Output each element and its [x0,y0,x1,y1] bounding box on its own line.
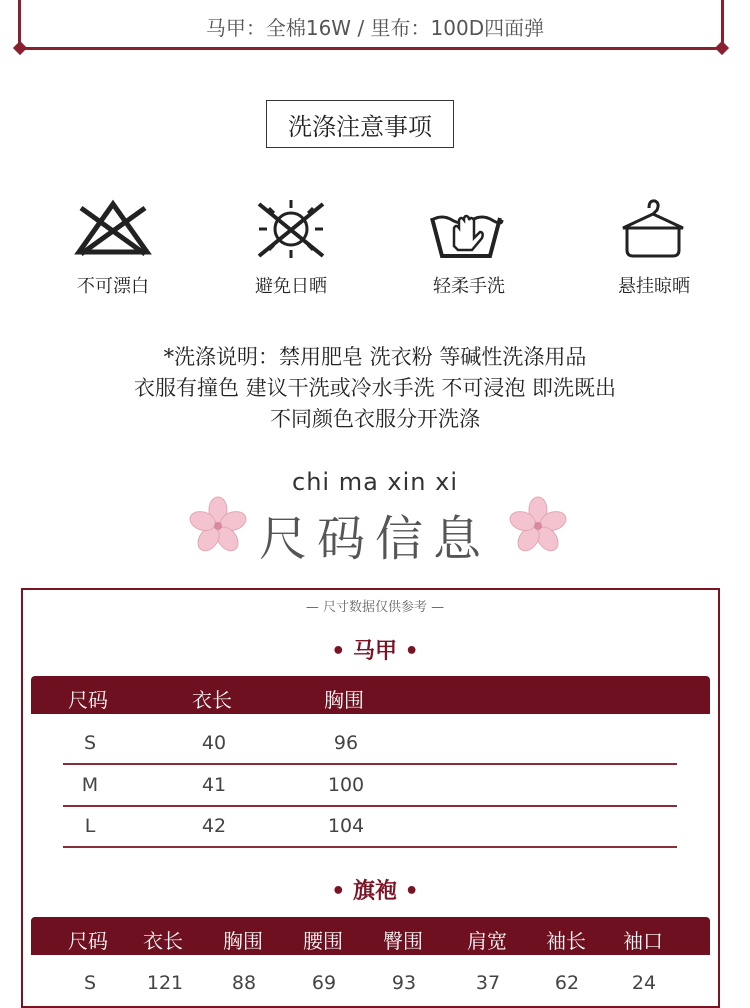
wash-notes [0,342,750,435]
wash-note-line: 不同颜色衣服分开洗涤 [270,407,480,431]
table-cell: 24 [631,972,657,994]
flower-icon [508,496,568,556]
qipao-title: • 旗袍 • [331,879,419,904]
wash-care-title: 洗涤注意事项 [266,100,454,148]
icon-label-no-sun: 避免日晒 [255,276,327,297]
table-cell: L [84,815,96,837]
wash-note-line: 衣服有撞色 建议干洗或冷水手洗 不可浸泡 即洗既出 [133,376,617,400]
vest-header-bust: 胸围 [324,688,364,712]
table-cell: 121 [146,972,184,994]
table-cell: 96 [333,732,359,754]
table-cell: 100 [327,774,365,796]
table-cell: M [81,774,99,796]
qipao-table-header [31,917,710,955]
vest-title: • 马甲 • [331,639,419,664]
qipao-header-length: 衣长 [143,929,183,953]
row-divider [63,846,677,848]
table-cell: 69 [311,972,337,994]
table-cell: 40 [201,732,227,754]
qipao-header-sleeve: 袖长 [546,929,586,953]
row-divider [63,805,677,807]
wash-note-line: *洗涤说明：禁用肥皂 洗衣粉 等碱性洗涤用品 [163,345,587,369]
table-cell: 41 [201,774,227,796]
qipao-header-cuff: 袖口 [623,929,663,953]
table-row [0,774,750,798]
size-pinyin: chi ma xin xi [292,468,458,496]
size-reference-note: — 尺寸数据仅供参考 — [305,600,445,615]
qipao-header-shoulder: 肩宽 [467,929,507,953]
table-row [0,972,750,996]
no-sun-icon [251,198,331,260]
icon-label-hang-dry: 悬挂晾晒 [618,276,690,297]
vest-table-header [31,676,710,714]
fabric-text: 马甲：全棉16W / 里布：100D四面弹 [205,16,545,40]
vest-header-size: 尺码 [68,688,108,712]
qipao-header-bust: 胸围 [223,929,263,953]
table-cell: 88 [231,972,257,994]
size-info-title: 尺码信息 [258,511,491,567]
qipao-header-hip: 臀围 [383,929,423,953]
table-cell: 104 [327,815,365,837]
row-divider [63,763,677,765]
icon-label-hand-wash: 轻柔手洗 [433,276,505,297]
table-cell: S [83,732,97,754]
table-cell: 42 [201,815,227,837]
icon-label-no-bleach: 不可漂白 [77,276,149,297]
vest-header-length: 衣长 [192,688,232,712]
hang-dry-icon [613,198,693,260]
hand-wash-icon [426,198,506,260]
qipao-header-waist: 腰围 [303,929,343,953]
qipao-header-size: 尺码 [68,929,108,953]
table-cell: 37 [475,972,501,994]
no-bleach-icon [73,198,153,260]
table-cell: 62 [554,972,580,994]
table-cell: S [83,972,97,994]
table-row [0,815,750,839]
table-cell: 93 [391,972,417,994]
table-row [0,732,750,756]
